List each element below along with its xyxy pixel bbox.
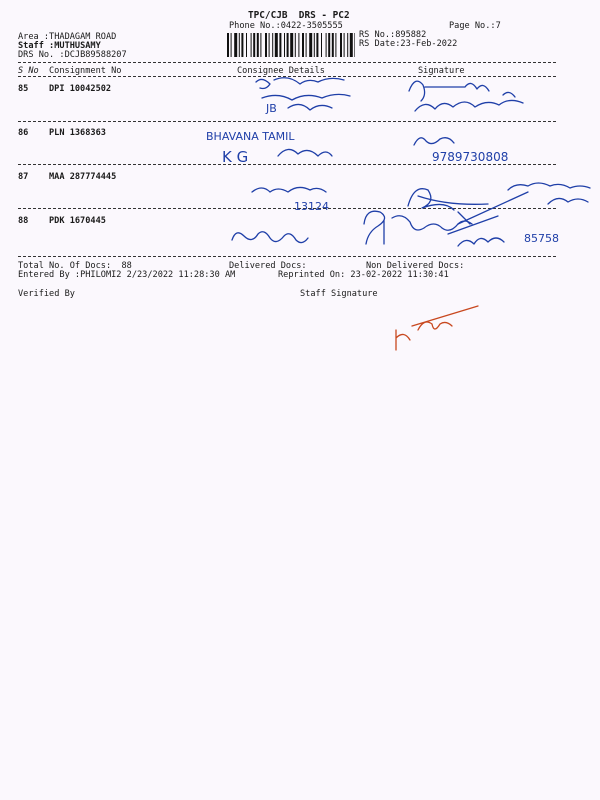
staff-label: Staff :MUTHUSAMY bbox=[18, 41, 101, 51]
row88-signature-phone: 85758 bbox=[524, 232, 559, 245]
row85-consignee-text: JB bbox=[266, 102, 277, 115]
divider bbox=[18, 62, 556, 63]
row-consignment: DPI 10042502 bbox=[49, 84, 112, 94]
staff-signature-label: Staff Signature bbox=[300, 289, 378, 299]
row-consignment: MAA 287774445 bbox=[49, 172, 117, 182]
total-docs: Total No. Of Docs: 88 bbox=[18, 261, 132, 271]
row-sno: 88 bbox=[18, 216, 29, 226]
col-header-consignee: Consignee Details bbox=[237, 66, 325, 76]
page-number: Page No.:7 bbox=[449, 21, 501, 31]
row86-signature-phone: 9789730808 bbox=[432, 150, 509, 164]
row87-consignee-text-2: 13124 bbox=[294, 200, 329, 213]
delivered-docs: Delivered Docs: bbox=[229, 261, 307, 271]
report-title: TPC/CJB DRS - PC2 bbox=[248, 10, 350, 21]
consignee-handwriting bbox=[248, 180, 358, 214]
row-sno: 87 bbox=[18, 172, 29, 182]
row-sno: 86 bbox=[18, 128, 29, 138]
phone-number: Phone No.:0422-3505555 bbox=[229, 21, 343, 31]
rs-date: RS Date:23-Feb-2022 bbox=[359, 39, 458, 49]
col-header-signature: Signature bbox=[418, 66, 465, 76]
rs-number: RS No.:895882 bbox=[359, 30, 427, 40]
non-delivered-docs: Non Delivered Docs: bbox=[366, 261, 465, 271]
consignee-handwriting bbox=[228, 222, 318, 252]
drs-number: DRS No. :DCJB89588207 bbox=[18, 50, 127, 60]
verified-by: Verified By bbox=[18, 289, 75, 299]
signature-handwriting bbox=[358, 204, 582, 258]
entered-by: Entered By :PHILOMI2 2/23/2022 11:28:30 AM bbox=[18, 270, 236, 280]
barcode bbox=[227, 33, 355, 57]
consignee-handwriting bbox=[248, 74, 358, 120]
row-consignment: PLN 1368363 bbox=[49, 128, 106, 138]
area-label: Area :THADAGAM ROAD bbox=[18, 32, 117, 42]
row-sno: 85 bbox=[18, 84, 29, 94]
row86-consignee-text: BHAVANA TAMIL bbox=[206, 130, 295, 143]
row-consignment: PDK 1670445 bbox=[49, 216, 106, 226]
verifier-signature bbox=[388, 300, 484, 354]
signature-handwriting bbox=[410, 131, 560, 165]
row86-consignee-text-2: K G bbox=[222, 148, 249, 166]
consignee-handwriting bbox=[200, 120, 360, 170]
signature-handwriting bbox=[405, 73, 535, 119]
col-header-consignment: Consignment No bbox=[49, 66, 122, 76]
reprinted-on: Reprinted On: 23-02-2022 11:30:41 bbox=[278, 270, 449, 280]
col-header-sno: S No bbox=[18, 66, 39, 76]
